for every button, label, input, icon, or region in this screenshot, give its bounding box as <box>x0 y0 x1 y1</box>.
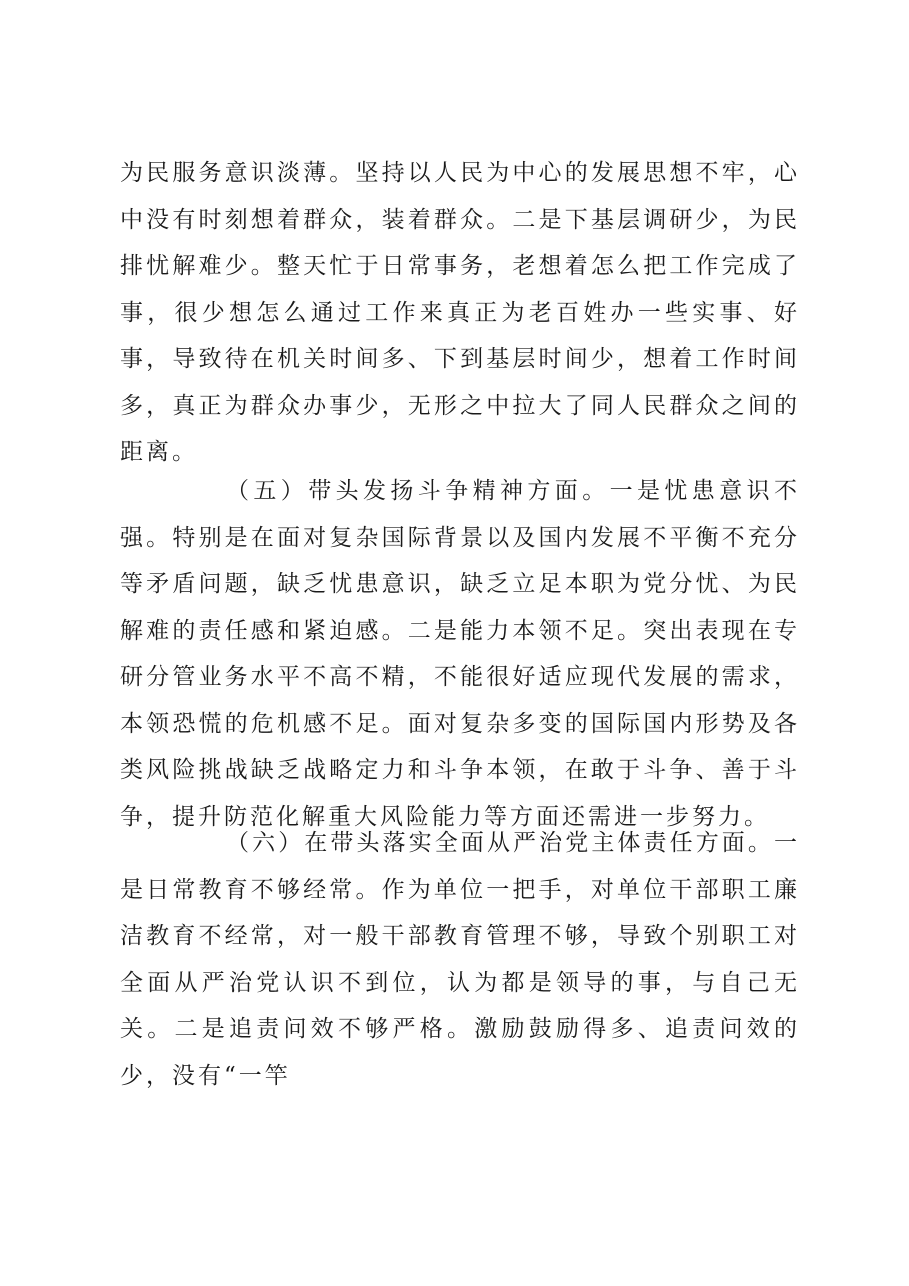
paragraph-continuation: 为民服务意识淡薄。坚持以人民为中心的发展思想不牢，心中没有时刻想着群众，装着群众。二是下基层调研少，为民排忧解难少。整天忙于日常事务，老想着怎么把工作完成了事，很少想怎么通过工作来真正为老百姓办一些实事、好事，导致待在机关时间多、下到基层时间少，想着工作时间多，真正为群众办事少，无形之中拉大了同人民群众之间的距离。 <box>120 160 800 465</box>
paragraph-section-five: （五）带头发扬斗争精神方面。一是忧患意识不强。特别是在面对复杂国际背景以及国内发展不平衡不充分等矛盾问题，缺乏忧患意识，缺乏立足本职为党分忧、为民解难的责任感和紧迫感。二是能力本领不足。突出表现在专研分管业务水平不高不精，不能很好适应现代发展的需求，本领恐慌的危机感不足。面对复杂多变的国际国内形势及各类风险挑战缺乏战略定力和斗争本领，在敢于斗争、善于斗争，提升防范化解重大风险能力等方面还需进一步努力。 <box>120 478 800 830</box>
paragraph-section-six: （六）在带头落实全面从严治党主体责任方面。一是日常教育不够经常。作为单位一把手，对单位干部职工廉洁教育不经常，对一般干部教育管理不够，导致个别职工对全面从严治党认识不到位，认为都是领导的事，与自己无关。二是追责问效不够严格。激励鼓励得多、追责问效的少，没有“一竿 <box>120 830 800 1089</box>
